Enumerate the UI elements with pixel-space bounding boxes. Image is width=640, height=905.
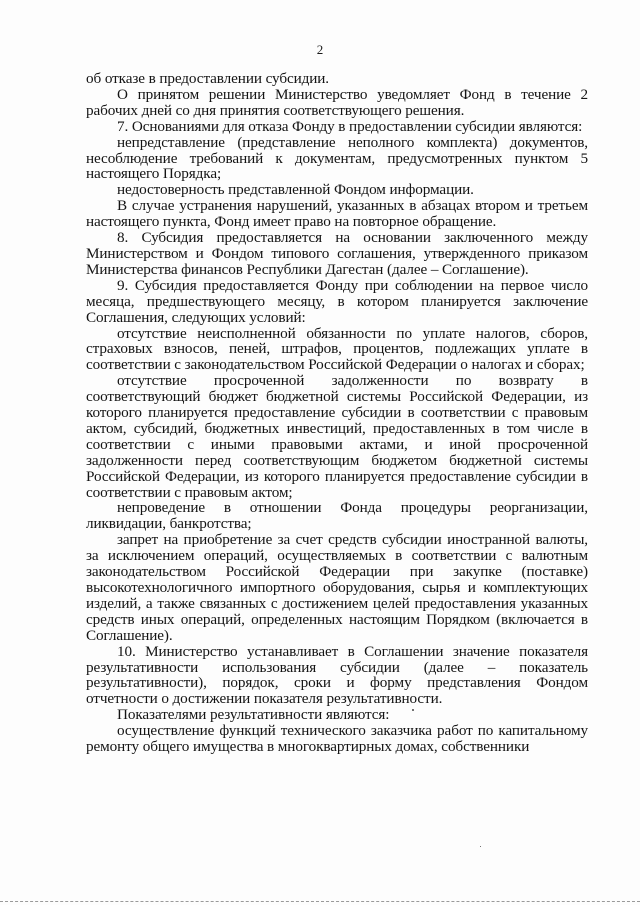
paragraph: 10. Министерство устанавливает в Соглашении значение показателя результативности использования субсидии (далее – показатель результативности), порядок, сроки и форму представления Фондом отчетности о достижении показателя результативности.: [86, 642, 588, 708]
page-number: 2: [316, 42, 324, 57]
paragraph: 7. Основаниями для отказа Фонду в предоставлении субсидии являются:: [117, 117, 583, 135]
paragraph: отсутствие просроченной задолженности по возврату в соответствующий бюджет бюджетной системы Российской Федерации, из которого планируется предоставление субсидии в соответствии с правовым актом, субсидий, бюджетных инвестиций, предоставленных в том числе в соответствии с иными правовыми актами, и иной просроченной задолженности перед соответствующим бюджетом бюджетной системы Российской Федерации, из которого планируется предоставление субсидии в соответствии с правовым актом;: [86, 372, 588, 501]
page-bottom-edge: [0, 901, 640, 902]
paragraph: В случае устранения нарушений, указанных в абзацах втором и третьем настоящего пункта, Фонд имеет право на повторное обращение.: [86, 197, 588, 231]
paragraph: О принятом решении Министерство уведомляет Фонд в течение 2 рабочих дней со дня принятия соответствующего решения.: [86, 85, 588, 119]
paragraph: отсутствие неисполненной обязанности по уплате налогов, сборов, страховых взносов, пеней, штрафов, процентов, подлежащих уплате в соответствии с законодательством Российской Федерации о налогах и сборах;: [86, 324, 588, 374]
paragraph: недостоверность представленной Фондом информации.: [117, 181, 474, 199]
paragraph: 9. Субсидия предоставляется Фонду при соблюдении на первое число месяца, предшествующего месяцу, в котором планируется заключение Соглашения, следующих условий:: [86, 276, 588, 326]
paragraph: непредставление (представление неполного комплекта) документов, несоблюдение требований к документам, предусмотренных пунктом 5 настоящего Порядка;: [86, 133, 588, 183]
paragraph: 8. Субсидия предоставляется на основании заключенного между Министерством и Фондом типового соглашения, утвержденного приказом Министерства финансов Республики Дагестан (далее – Соглашение).: [86, 229, 588, 278]
paragraph: непроведение в отношении Фонда процедуры реорганизации, ликвидации, банкротства;: [86, 499, 588, 533]
document-body: [86, 71, 588, 755]
paragraph: об отказе в предоставлении субсидии.: [86, 70, 329, 87]
scan-speck: [412, 709, 414, 711]
paragraph: Показателями результативности являются:: [117, 706, 390, 724]
paragraph: запрет на приобретение за счет средств субсидии иностранной валюты, за исключением операций, осуществляемых в соответствии с валютным законодательством Российской Федерации при закупке (поставке) высокотехнологичного импортного оборудования, сырья и комплектующих изделий, а также связанных с достижением целей предоставления указанных средств иных операций, определенных настоящим Порядком (включается в Соглашение).: [86, 531, 588, 644]
scan-speck: [480, 846, 481, 847]
paragraph: осуществление функций технического заказчика работ по капитальному ремонту общего имущества в многоквартирных домах, собственники: [86, 722, 588, 756]
